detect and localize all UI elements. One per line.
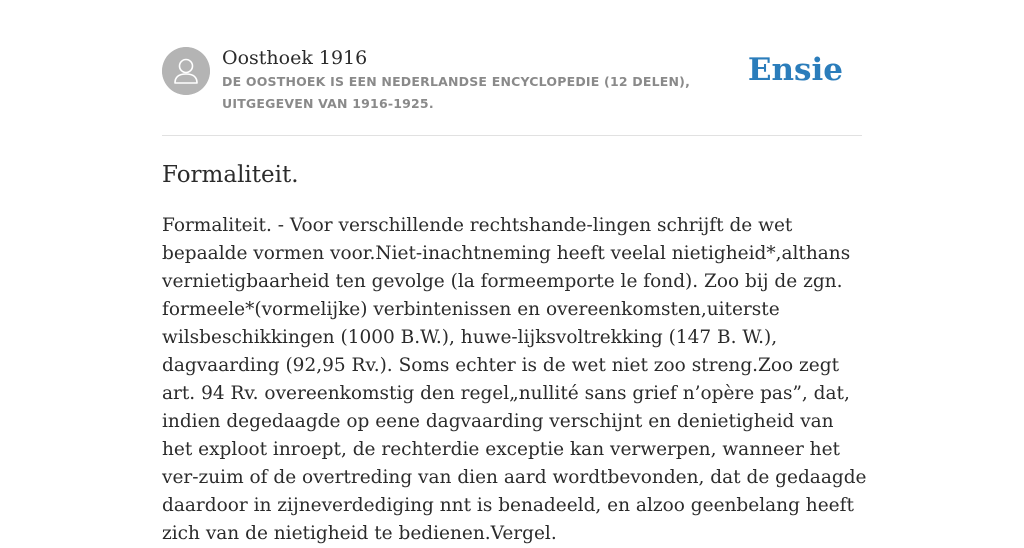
source-title[interactable]: Oosthoek 1916 xyxy=(222,47,368,69)
source-meta xyxy=(222,45,762,115)
article-body: Formaliteit. - Voor verschillende rechtshande-lingen schrijft de wet bepaalde vormen voor.Niet-inachtneming heeft veelal nietigheid*,althans vernietigbaarheid ten gevolge (la formeemporte le fond). Zoo bij de zgn. formeele*(vormelijke) verbintenissen en overeenkomsten,uiterste wilsbeschikkingen (1000 B.W.), huwe-lijksvoltrekking (147 B. W.), dagvaarding (92,95 Rv.). Soms echter is de wet niet zoo streng.Zoo zegt art. 94 Rv. overeenkomstig den regel„nullité sans grief n’opère pas”, dat, indien degedaagde op eene dagvaarding verschijnt en denietigheid van het exploot inroept, de rechterdie exceptie kan verwerpen, wanneer het ver-zuim of de overtreding van dien aard wordtbevonden, dat de gedaagde daardoor in zijneverdediging nnt is benadeeld, en alzoo geenbelang heeft zich van de nietigheid te bedienen.Vergel. xyxy=(162,215,867,544)
source-avatar[interactable] xyxy=(162,47,210,95)
page xyxy=(162,0,867,544)
user-silhouette-icon xyxy=(162,47,210,95)
source-header xyxy=(162,0,862,136)
brand-logo[interactable]: Ensie xyxy=(747,52,843,88)
source-description: DE OOSTHOEK IS EEN NEDERLANDSE ENCYCLOPEDIE (12 DELEN), UITGEGEVEN VAN 1916-1925. xyxy=(222,74,691,111)
article-title: Formaliteit. xyxy=(162,162,299,188)
